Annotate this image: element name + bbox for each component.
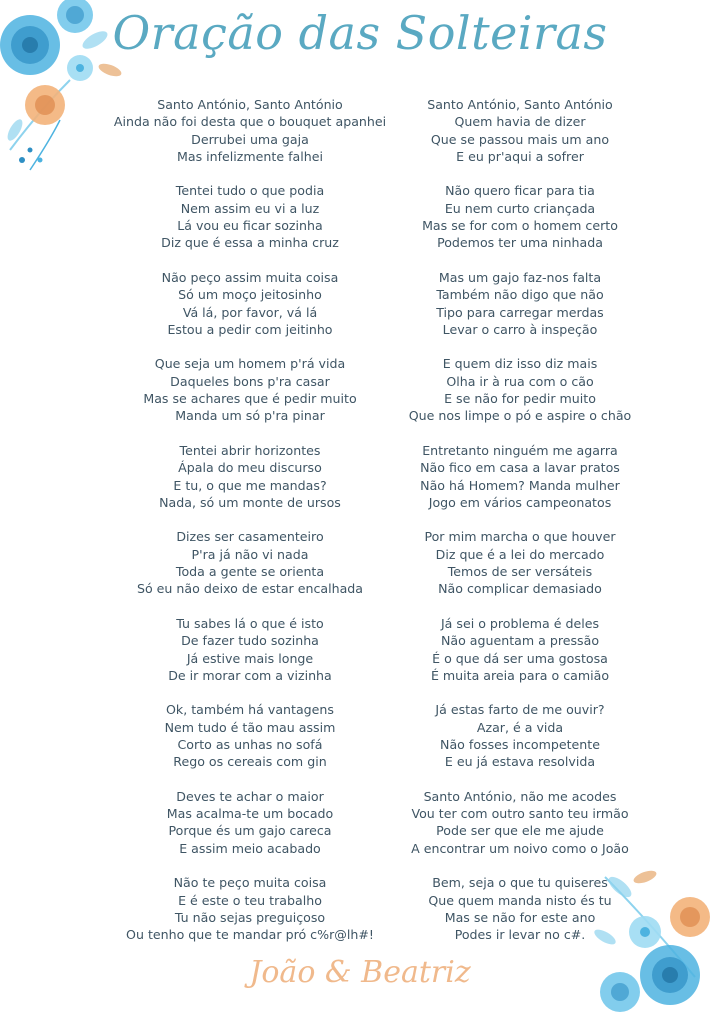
stanza bbox=[100, 788, 400, 857]
poem-line: E se não for pedir muito bbox=[444, 391, 596, 407]
poem-line: Mas se não for este ano bbox=[444, 909, 596, 925]
poem-line: Que se passou mais um ano bbox=[430, 131, 610, 147]
stanza bbox=[370, 442, 670, 511]
poem-line: Só eu não deixo de estar encalhada bbox=[136, 581, 364, 597]
poem-line: Rego os cereais com gin bbox=[173, 754, 327, 770]
poem-line: Ou tenho que te mandar pró c%r@lh#! bbox=[126, 927, 374, 943]
poem-line: É muita areia para o camião bbox=[430, 667, 610, 683]
stanza bbox=[370, 96, 670, 165]
poem-line: Que quem manda nisto és tu bbox=[428, 892, 612, 908]
poem-line: Só um moço jeitosinho bbox=[178, 287, 322, 303]
stanza bbox=[370, 182, 670, 251]
poem-line: Não fico em casa a lavar pratos bbox=[420, 460, 620, 476]
poem-line: Podes ir levar no c#. bbox=[454, 927, 586, 943]
poem-line: Podemos ter uma ninhada bbox=[437, 235, 603, 251]
poem-line: Dizes ser casamenteiro bbox=[176, 529, 324, 545]
poem-line: Quem havia de dizer bbox=[454, 114, 586, 130]
poem-line: Mas se for com o homem certo bbox=[422, 218, 618, 234]
stanza bbox=[370, 528, 670, 597]
poem-line: Não há Homem? Manda mulher bbox=[420, 477, 620, 493]
poem-line: Que seja um homem p'rá vida bbox=[154, 356, 346, 372]
poem-line: Mas acalma-te um bocado bbox=[166, 806, 334, 822]
poem-title: Oração das Solteiras bbox=[112, 6, 608, 60]
stanza bbox=[370, 615, 670, 684]
poem-line: A encontrar um noivo como o João bbox=[411, 840, 629, 856]
poem-line: Tentei abrir horizontes bbox=[179, 442, 321, 458]
poem-line: Vá lá, por favor, vá lá bbox=[182, 304, 318, 320]
poem-line: Já estas farto de me ouvir? bbox=[435, 702, 605, 718]
poem-line: Tu sabes lá o que é isto bbox=[176, 615, 324, 631]
stanza bbox=[100, 96, 400, 165]
poem-line: E eu já estava resolvida bbox=[444, 754, 596, 770]
poem-line: Não complicar demasiado bbox=[438, 581, 602, 597]
poem-line: Não quero ficar para tia bbox=[445, 183, 595, 199]
stanza bbox=[100, 182, 400, 251]
poem-line: Por mim marcha o que houver bbox=[424, 529, 616, 545]
poem-line: Mas se achares que é pedir muito bbox=[143, 391, 357, 407]
poem-line: Corto as unhas no sofá bbox=[177, 736, 323, 752]
stanza bbox=[100, 269, 400, 338]
right-column bbox=[370, 96, 670, 961]
stanza bbox=[100, 355, 400, 424]
poem-line: Santo António, Santo António bbox=[157, 97, 343, 112]
stanza bbox=[100, 528, 400, 597]
poem-line: Não aguentam a pressão bbox=[440, 633, 600, 649]
poem-line: Daqueles bons p'ra casar bbox=[170, 373, 330, 389]
poem-line: Porque és um gajo careca bbox=[168, 823, 332, 839]
poem-line: Ok, também há vantagens bbox=[166, 702, 334, 718]
poem-line: Tipo para carregar merdas bbox=[436, 304, 604, 320]
stanza bbox=[370, 788, 670, 857]
poem-line: E eu pr'aqui a sofrer bbox=[456, 148, 584, 164]
stanza bbox=[370, 269, 670, 338]
poem-line: Manda um só p'ra pinar bbox=[175, 408, 325, 424]
stanza bbox=[370, 355, 670, 424]
poem-line: Bem, seja o que tu quiseres bbox=[432, 875, 608, 891]
poem-line: E tu, o que me mandas? bbox=[173, 477, 327, 493]
poem-line: Estou a pedir com jeitinho bbox=[167, 321, 333, 337]
poem-line: E é este o teu trabalho bbox=[178, 892, 322, 908]
poem-line: Vou ter com outro santo teu irmão bbox=[411, 806, 629, 822]
poem-line: Já estive mais longe bbox=[186, 650, 314, 666]
stanza bbox=[100, 442, 400, 511]
left-column bbox=[100, 96, 400, 961]
poem-line: Mas infelizmente falhei bbox=[177, 148, 323, 164]
poem-line: De ir morar com a vizinha bbox=[168, 667, 332, 683]
poem-line: Nem tudo é tão mau assim bbox=[164, 719, 336, 735]
poem-line: Toda a gente se orienta bbox=[175, 564, 325, 580]
poem-line: Diz que é a lei do mercado bbox=[435, 546, 605, 562]
poem-line: Eu nem curto criançada bbox=[444, 200, 596, 216]
poem-line: Mas um gajo faz-nos falta bbox=[438, 269, 602, 285]
stanza bbox=[370, 874, 670, 943]
stanza bbox=[100, 615, 400, 684]
poem-line: Pode ser que ele me ajude bbox=[436, 823, 604, 839]
poem-line: Temos de ser versáteis bbox=[447, 564, 593, 580]
poem-line: Também não digo que não bbox=[436, 287, 604, 303]
poem-line: Já sei o problema é deles bbox=[440, 615, 600, 631]
poem-line: Azar, é a vida bbox=[476, 719, 564, 735]
stanza bbox=[370, 701, 670, 770]
poem-line: Deves te achar o maior bbox=[176, 788, 324, 804]
poem-line: Tu não sejas preguiçoso bbox=[174, 909, 326, 925]
poem-line: Entretanto ninguém me agarra bbox=[422, 442, 618, 458]
poem-line: Olha ir à rua com o cão bbox=[446, 373, 594, 389]
poem-line: Lá vou eu ficar sozinha bbox=[177, 218, 323, 234]
poem-line: Ainda não foi desta que o bouquet apanhei bbox=[113, 114, 387, 130]
poem-line: Tentei tudo o que podia bbox=[175, 183, 325, 199]
stanza bbox=[100, 701, 400, 770]
poem-line: Ápala do meu discurso bbox=[178, 460, 322, 476]
poem-line: Nada, só um monte de ursos bbox=[159, 494, 341, 510]
poem-line: É o que dá ser uma gostosa bbox=[432, 650, 608, 666]
poem-line: Derrubei uma gaja bbox=[191, 131, 309, 147]
poem-line: Não fosses incompetente bbox=[440, 736, 600, 752]
poem-line: P'ra já não vi nada bbox=[191, 546, 309, 562]
poem-line: Não te peço muita coisa bbox=[173, 875, 327, 891]
poem-line: Santo António, não me acodes bbox=[423, 788, 617, 804]
poem-line: Nem assim eu vi a luz bbox=[180, 200, 320, 216]
poem-line: Santo António, Santo António bbox=[427, 97, 613, 112]
poem-line: Não peço assim muita coisa bbox=[161, 269, 339, 285]
stanza bbox=[100, 874, 400, 943]
poem-line: Diz que é essa a minha cruz bbox=[161, 235, 339, 251]
poem-line: Jogo em vários campeonatos bbox=[428, 494, 612, 510]
poem-line: De fazer tudo sozinha bbox=[181, 633, 319, 649]
signature: João & Beatriz bbox=[249, 955, 471, 990]
poem-line: E quem diz isso diz mais bbox=[442, 356, 598, 372]
poem-line: E assim meio acabado bbox=[179, 840, 321, 856]
poem-line: Levar o carro à inspeção bbox=[442, 321, 598, 337]
poem-line: Que nos limpe o pó e aspire o chão bbox=[408, 408, 632, 424]
